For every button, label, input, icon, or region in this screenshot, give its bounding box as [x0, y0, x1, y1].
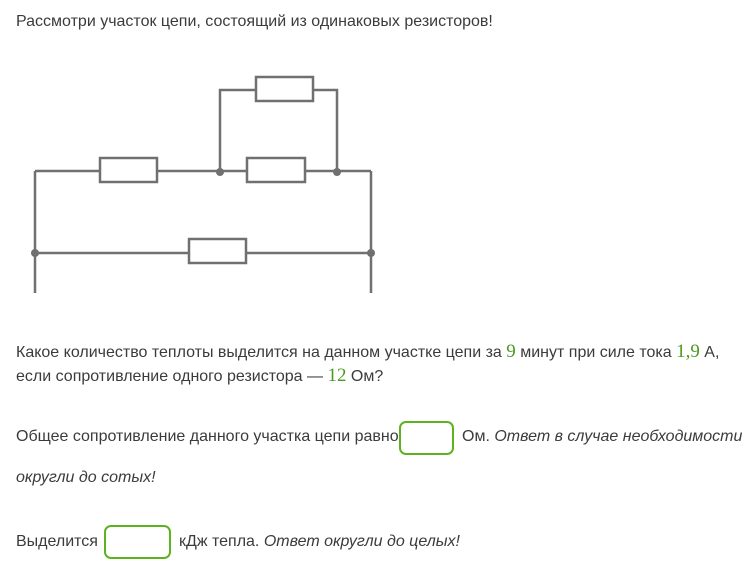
resistor-r2 — [247, 158, 305, 182]
question-part-4: Ом? — [346, 368, 384, 385]
answer1-tail — [462, 428, 742, 446]
answer1-row — [16, 428, 399, 446]
junction-node-1 — [216, 168, 224, 176]
current-value: 1,9 — [676, 341, 700, 362]
resistor-r4 — [189, 239, 246, 263]
resistance-value: 12 — [327, 365, 347, 386]
answer1-hint: Ответ в случае необходимости — [494, 428, 743, 445]
question-part-2: минут при силе тока — [515, 344, 677, 361]
answer2-hint: Ответ округли до целых! — [263, 533, 460, 550]
wire-branch-right — [313, 90, 337, 171]
answer1-hint-line2: округли до сотых! — [16, 469, 156, 486]
question-text — [16, 340, 731, 388]
question-part-3: А, если сопротивление одного резистора — — [16, 344, 720, 385]
intro-text: Рассмотри участок цепи, состоящий из одинаковых резисторов! — [16, 13, 493, 30]
resistor-r1 — [100, 158, 157, 182]
answer2-label: Выделится — [16, 533, 98, 550]
resistor-r3 — [256, 77, 313, 101]
answer1-unit: Ом. — [462, 428, 490, 445]
junction-node-3 — [31, 249, 39, 257]
question-part-1: Какое количество теплоты выделится на данном участке цепи за — [16, 344, 507, 361]
heat-input[interactable] — [104, 525, 171, 559]
total-resistance-input[interactable] — [399, 421, 454, 455]
time-value: 9 — [506, 341, 516, 362]
answer2-unit: кДж тепла. — [179, 533, 260, 550]
junction-node-2 — [333, 168, 341, 176]
answer1-label: Общее сопротивление данного участка цепи равно — [16, 428, 399, 445]
junction-node-4 — [367, 249, 375, 257]
answer2-tail — [179, 533, 460, 551]
